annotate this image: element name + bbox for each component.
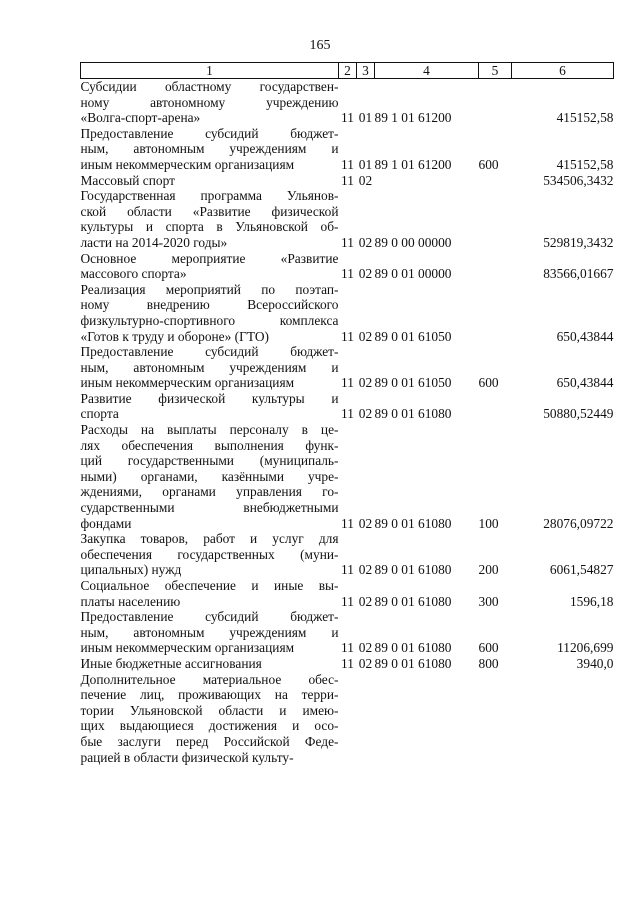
expense-name-line: ным, автономным учреждениям и [80,624,339,640]
expense-name-line: ждениями, органами управления го- [80,484,339,500]
subsection-code: 02 [358,266,373,282]
target-article-code: 89 0 00 00000 [374,234,452,250]
expense-name-line: ципальных) нужд [80,562,182,578]
amount-value: 650,43844 [556,328,614,344]
expense-name-line: Предоставление субсидий бюджет- [80,344,339,360]
subsection-code: 02 [358,655,373,671]
expense-type-code: 800 [478,655,499,671]
section-code: 11 [341,562,354,578]
expense-name-line: ласти на 2014-2020 годы» [80,234,228,250]
expense-name-line: сударственными внебюджетными [80,500,339,516]
subsection-code: 02 [358,172,373,188]
expense-type-code: 200 [478,562,499,578]
expense-name [81,173,339,189]
expense-type-code: 600 [478,640,499,656]
expense-name [81,578,339,609]
expense-name-line: ными) органами, казёнными учре- [80,468,339,484]
table-row [81,173,614,189]
expense-name-line: Социальное обеспечение и иные вы- [80,578,339,593]
expense-name [81,672,339,766]
amount-value: 50880,52449 [543,406,614,422]
expense-name [81,609,339,656]
target-article-code [375,672,479,766]
amount-value: 28076,09722 [543,515,614,531]
table-row [81,344,614,391]
expense-name [81,282,339,344]
expense-name-line: ской области «Развитие физической [80,203,339,219]
column-header-1: 1 [81,63,339,79]
expense-type-code [479,672,512,766]
subsection-code [357,672,375,766]
section-code: 11 [341,234,354,250]
table-row [81,422,614,531]
expense-type-code [479,79,512,126]
target-article-code: 89 0 01 00000 [374,266,452,282]
expense-name-line: Развитие физической культуры и [80,390,339,406]
expense-name [81,422,339,531]
expense-name [81,79,339,126]
amount-value: 1596,18 [569,593,614,609]
column-header-6: 6 [512,63,614,79]
expense-name-line: Предоставление субсидий бюджет- [80,125,339,141]
column-header-5: 5 [479,63,512,79]
section-code: 11 [341,156,354,172]
target-article-code: 89 1 01 61200 [374,110,452,126]
column-header-3: 3 [357,63,375,79]
expense-name [81,188,339,250]
target-article-code: 89 0 01 61080 [374,655,452,671]
expense-type-code: 100 [478,515,499,531]
table-row [81,672,614,766]
expense-name-line: рацией в области физической культу- [80,749,294,765]
section-code: 11 [341,110,354,126]
section-code: 11 [341,640,354,656]
expense-name-line: ным, автономным учреждениям и [80,141,339,157]
table-row [81,188,614,250]
subsection-code: 02 [358,406,373,422]
subsection-code: 02 [358,640,373,656]
column-header-2: 2 [339,63,357,79]
table-row [81,656,614,672]
expense-name-line: «Волга-спорт-арена» [80,110,201,126]
expense-name-line: иным некоммерческим организациям [80,640,295,656]
table-header-row [81,63,614,79]
expense-name-line: фондами [80,515,132,531]
section-code: 11 [341,655,354,671]
target-article-code: 89 1 01 61200 [374,156,452,172]
expense-name-line: ному внедрению Всероссийского [80,297,339,313]
amount-value: 529819,3432 [543,234,614,250]
target-article-code: 89 0 01 61080 [374,562,452,578]
section-code: 11 [341,328,354,344]
expense-name-line: Реализация мероприятий по поэтап- [80,281,339,297]
expense-name-line: бые заслуги перед Российской Феде- [80,733,339,749]
expense-name-line: Расходы на выплаты персоналу в це- [80,422,339,438]
target-article-code [375,173,479,189]
table-row [81,251,614,282]
section-code [339,672,357,766]
expense-type-code [479,282,512,344]
section-code: 11 [341,406,354,422]
expense-name-line: Массовый спорт [80,172,175,188]
amount-value: 650,43844 [556,375,614,391]
subsection-code: 01 [358,156,373,172]
expense-name-line: спорта [80,406,119,422]
expense-type-code [479,391,512,422]
expense-name-line: печение лиц, проживающих на терри- [80,687,339,703]
expense-name-line: тории Ульяновской области и имею- [80,702,339,718]
expense-name-line: обеспечения государственных (муни- [80,546,339,562]
page-number: 165 [309,38,331,53]
expense-type-code: 600 [478,156,499,172]
target-article-code: 89 0 01 61050 [374,375,452,391]
expense-name-line: Государственная программа Ульянов- [80,188,339,204]
table-row [81,126,614,173]
expense-name-line: иным некоммерческим организациям [80,375,295,391]
expense-name-line: культуры и спорта в Ульяновской об- [80,219,339,235]
target-article-code: 89 0 01 61080 [374,515,452,531]
target-article-code: 89 0 01 61080 [374,640,452,656]
subsection-code: 02 [358,515,373,531]
amount-value: 415152,58 [556,110,614,126]
expense-name-line: Субсидии областному государствен- [80,79,339,94]
expense-name-line: платы населению [80,593,181,609]
budget-table [80,62,614,765]
subsection-code: 02 [358,562,373,578]
section-code: 11 [341,375,354,391]
subsection-code: 02 [358,375,373,391]
amount-value: 11206,699 [557,640,614,656]
table-row [81,282,614,344]
expense-type-code [479,188,512,250]
expense-name-line: лях обеспечения выполнения функ- [80,437,339,453]
expense-name [81,531,339,578]
amount-value: 534506,3432 [543,172,614,188]
column-header-4: 4 [375,63,479,79]
table-row [81,578,614,609]
subsection-code: 02 [358,234,373,250]
expense-name [81,391,339,422]
expense-type-code [479,251,512,282]
expense-name-line: ций государственными (муниципаль- [80,453,339,469]
expense-name-line: Дополнительное материальное обес- [80,671,339,687]
expense-type-code [479,173,512,189]
amount-value: 6061,54827 [549,562,614,578]
target-article-code: 89 0 01 61050 [374,328,452,344]
amount-value [512,672,614,766]
expense-name-line: ному автономному учреждению [80,94,339,110]
target-article-code: 89 0 01 61080 [374,593,452,609]
expense-name [81,344,339,391]
expense-name-line: Предоставление субсидий бюджет- [80,609,339,625]
table-row [81,391,614,422]
subsection-code: 02 [358,593,373,609]
expense-name-line: щих выдающиеся достижения и осо- [80,718,339,734]
subsection-code: 02 [358,328,373,344]
expense-name-line: Основное мероприятие «Развитие [80,250,339,266]
amount-value: 3940,0 [576,655,614,671]
amount-value: 415152,58 [556,156,614,172]
target-article-code: 89 0 01 61080 [374,406,452,422]
table-row [81,609,614,656]
expense-type-code: 300 [478,593,499,609]
expense-name-line: иным некоммерческим организациям [80,156,295,172]
table-row [81,79,614,126]
expense-name-line: физкультурно-спортивного комплекса [80,312,339,328]
section-code: 11 [341,515,354,531]
section-code: 11 [341,266,354,282]
expense-name-line: Закупка товаров, работ и услуг для [80,531,339,547]
subsection-code: 01 [358,110,373,126]
expense-name-line: массового спорта» [80,266,187,282]
expense-name [81,656,339,672]
section-code: 11 [341,593,354,609]
expense-name-line: «Готов к труду и обороне» (ГТО) [80,328,270,344]
section-code: 11 [341,172,354,188]
expense-name-line: ным, автономным учреждениям и [80,359,339,375]
expense-type-code: 600 [478,375,499,391]
amount-value: 83566,01667 [543,266,614,282]
expense-name [81,251,339,282]
expense-name-line: Иные бюджетные ассигнования [80,655,262,671]
expense-name [81,126,339,173]
table-row [81,531,614,578]
table-body [81,79,614,766]
